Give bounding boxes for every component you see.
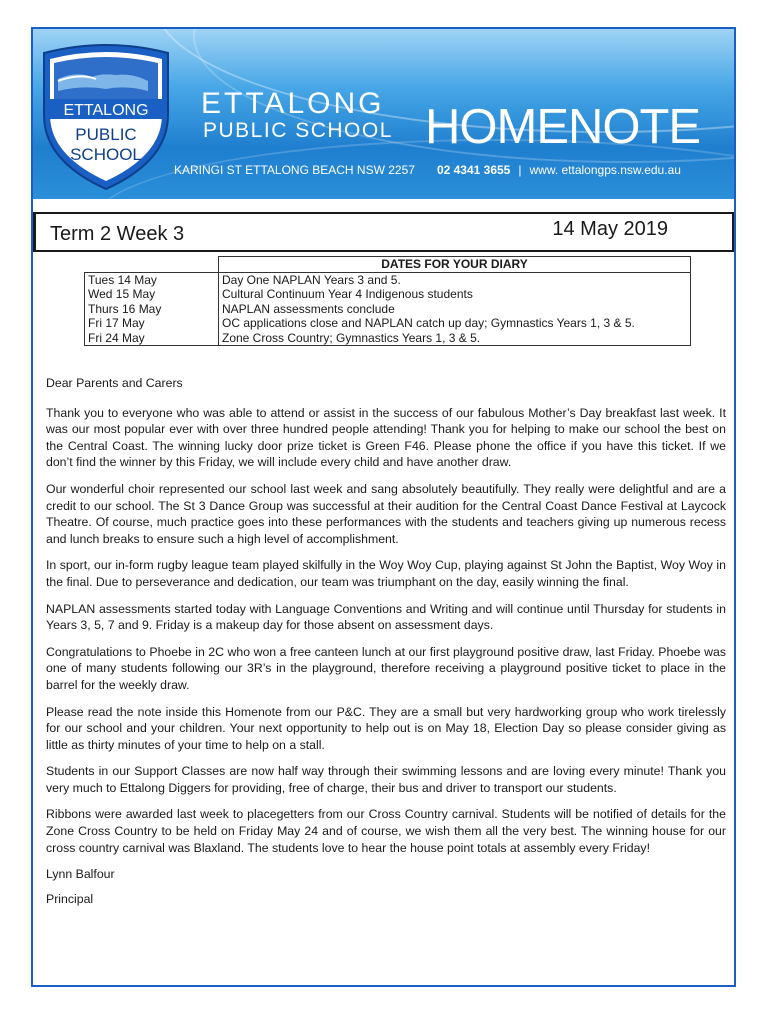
diary-table xyxy=(84,256,691,346)
crest-name: ETTALONG xyxy=(63,102,149,119)
diary-event: NAPLAN assessments conclude xyxy=(219,302,691,317)
diary-date: Thurs 16 May xyxy=(85,302,219,317)
diary-event: Zone Cross Country; Gymnastics Years 1, 3 & 5. xyxy=(219,331,691,346)
school-subtitle: PUBLIC SCHOOL xyxy=(203,119,393,142)
crest-school: SCHOOL xyxy=(70,145,142,164)
diary-row xyxy=(85,272,691,287)
letter-paragraph: Students in our Support Classes are now half way through their swimming lessons and are loving every minute! Thank you very much to Ettalong Diggers for providing, free of charge, their bus and driver to transport our students. xyxy=(46,764,726,795)
diary-date: Wed 15 May xyxy=(85,287,219,302)
letter-paragraph: Our wonderful choir represented our school last week and sang absolutely beautifully. They really were delightful and are a credit to our school. The St 3 Dance Group was successful at their audition for the Central Coast Dance Festival at Laycock Theatre. Of course, much practice goes into these performances with the students and teachers giving up numerous recess and lunch breaks to ensure such a high level of accomplishment. xyxy=(46,481,726,546)
letter-paragraph: NAPLAN assessments started today with Language Conventions and Writing and will continue until Thursday for students in Years 3, 5, 7 and 9. Friday is a makeup day for those absent on assessment days. xyxy=(46,601,726,633)
letter-paragraph: In sport, our in-form rugby league team played skilfully in the Woy Woy Cup, playing against St John the Baptist, Woy Woy in the final. Due to perseverance and dedication, our team was triumphant on the day, easily winning the final. xyxy=(46,558,726,589)
term-bar xyxy=(33,212,734,252)
diary-row xyxy=(85,331,691,346)
diary-event: Cultural Continuum Year 4 Indigenous students xyxy=(219,287,691,302)
school-address: KARINGI ST ETTALONG BEACH NSW 2257 xyxy=(174,163,415,177)
school-crest-logo xyxy=(36,43,176,193)
letter-greeting: Dear Parents and Carers xyxy=(46,376,183,390)
principal-letter xyxy=(46,375,726,915)
diary-date: Tues 14 May xyxy=(85,272,219,287)
newsletter-title: HOMENOTE xyxy=(425,100,701,154)
letter-paragraph: Please read the note inside this Homenote from our P&C. They are a small but very hardworking group who work tirelessly for our school and your children. Your next opportunity to help out is on May 18, Election Day so please consider giving as little as thirty minutes of your time to help on a stall. xyxy=(46,704,726,752)
diary-row xyxy=(85,316,691,331)
diary-heading: DATES FOR YOUR DIARY xyxy=(219,257,691,273)
contact-line xyxy=(174,163,681,177)
diary-row xyxy=(85,302,691,317)
school-phone: 02 4341 3655 xyxy=(436,163,511,177)
diary-event: Day One NAPLAN Years 3 and 5. xyxy=(219,272,691,287)
diary-date: Fri 17 May xyxy=(85,316,219,331)
diary-header-row xyxy=(85,257,691,273)
signature-name: Lynn Balfour xyxy=(46,867,115,882)
term-label: Term 2 Week 3 xyxy=(50,223,185,245)
crest-public: PUBLIC xyxy=(75,125,137,144)
contact-separator: | xyxy=(518,163,522,177)
letter-paragraph: Thank you to everyone who was able to attend or assist in the success of our fabulous Mother’s Day breakfast last week. It was our most popular ever with over three hundred people attending! Thank you for helping to make our school the best on the Central Coast. The winning lucky door prize ticket is Green F46. Please phone the office if you have this ticket. If we don’t find the winner by this Friday, we will include every child and have another draw. xyxy=(46,405,726,470)
diary-header-spacer xyxy=(85,257,219,273)
diary-date: Fri 24 May xyxy=(85,331,219,346)
issue-date: 14 May 2019 xyxy=(552,218,668,240)
diary-row xyxy=(85,287,691,302)
school-website: www. ettalongps.nsw.edu.au xyxy=(529,163,681,177)
signature-title: Principal xyxy=(46,891,94,906)
diary-event: OC applications close and NAPLAN catch up day; Gymnastics Years 1, 3 & 5. xyxy=(219,316,691,331)
letter-paragraph: Congratulations to Phoebe in 2C who won a free canteen lunch at our first playground positive draw, last Friday. Phoebe was one of many students following our 3R’s in the playground, therefore receiving a playground positive ticket to place in the barrel for the weekly draw. xyxy=(46,644,726,692)
letter-paragraph: Ribbons were awarded last week to placegetters from our Cross Country carnival. Students will be notified of details for the Zone Cross Country to be held on Friday May 24 and of course, we wish them all the very best. The winning house for our cross country carnival was Blaxland. The students love to hear the house point totals at assembly every Friday! xyxy=(46,807,726,855)
school-name: ETTALONG xyxy=(201,87,385,120)
